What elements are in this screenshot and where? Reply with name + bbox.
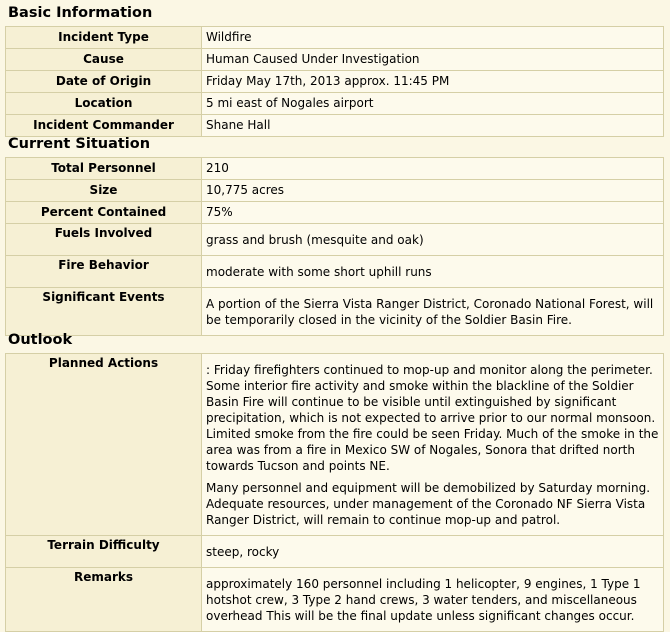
row-label: Percent Contained — [6, 202, 202, 224]
row-label: Planned Actions — [6, 354, 202, 536]
outlook-section — [0, 331, 670, 632]
row-label: Date of Origin — [6, 71, 202, 93]
row-label: Size — [6, 180, 202, 202]
row-value: approximately 160 personnel including 1 helicopter, 9 engines, 1 Type 1 hotshot crew, 3 Type 2 hand crews, 3 water tenders, and miscellaneous overhead This will be the final update unless significant changes occur. — [202, 568, 664, 632]
current-situation-section — [0, 135, 670, 336]
table-row — [6, 568, 664, 632]
table-row — [6, 93, 664, 115]
table-row — [6, 180, 664, 202]
planned-actions-paragraph: : Friday firefighters continued to mop-up and monitor along the perimeter. Some interior fire activity and smoke within the blackline of the Soldier Basin Fire will continue to be visible until extinguished by significant precipitation, which is not expected to arrive prior to our normal monsoon. Limited smoke from the fire could be seen Friday. Much of the smoke in the area was from a fire in Mexico SW of Nogales, Sonora that drifted north towards Tucson and points NE. — [206, 363, 659, 473]
table-row — [6, 158, 664, 180]
row-value: moderate with some short uphill runs — [202, 256, 664, 288]
table-row — [6, 202, 664, 224]
row-label: Total Personnel — [6, 158, 202, 180]
row-value: 75% — [202, 202, 664, 224]
table-row — [6, 354, 664, 536]
row-value — [202, 354, 664, 536]
row-label: Incident Commander — [6, 115, 202, 137]
row-value: Friday May 17th, 2013 approx. 11:45 PM — [202, 71, 664, 93]
table-row — [6, 49, 664, 71]
row-label: Significant Events — [6, 288, 202, 336]
table-row — [6, 536, 664, 568]
basic-information-section — [0, 4, 670, 137]
row-value: steep, rocky — [202, 536, 664, 568]
basic-information-table — [5, 26, 664, 137]
row-value: Human Caused Under Investigation — [202, 49, 664, 71]
row-value: Wildfire — [202, 27, 664, 49]
row-value: grass and brush (mesquite and oak) — [202, 224, 664, 256]
table-row — [6, 115, 664, 137]
section-title-basic-information: Basic Information — [8, 5, 153, 21]
row-label: Fuels Involved — [6, 224, 202, 256]
row-value: A portion of the Sierra Vista Ranger District, Coronado National Forest, will be temporarily closed in the vicinity of the Soldier Basin Fire. — [202, 288, 664, 336]
row-label: Fire Behavior — [6, 256, 202, 288]
outlook-table — [5, 353, 664, 632]
row-label: Location — [6, 93, 202, 115]
row-value: Shane Hall — [202, 115, 664, 137]
table-row — [6, 27, 664, 49]
row-value: 10,775 acres — [202, 180, 664, 202]
planned-actions-paragraph: Many personnel and equipment will be demobilized by Saturday morning. Adequate resources, under management of the Coronado NF Sierra Vista Ranger District, will remain to continue mop-up and patrol. — [206, 481, 651, 527]
section-title-current-situation: Current Situation — [8, 136, 151, 152]
row-label: Incident Type — [6, 27, 202, 49]
row-value: 5 mi east of Nogales airport — [202, 93, 664, 115]
table-row — [6, 224, 664, 256]
row-value: 210 — [202, 158, 664, 180]
row-label: Terrain Difficulty — [6, 536, 202, 568]
section-title-outlook: Outlook — [8, 332, 73, 348]
table-row — [6, 71, 664, 93]
row-label: Cause — [6, 49, 202, 71]
table-row — [6, 256, 664, 288]
row-label: Remarks — [6, 568, 202, 632]
current-situation-table — [5, 157, 664, 336]
table-row — [6, 288, 664, 336]
